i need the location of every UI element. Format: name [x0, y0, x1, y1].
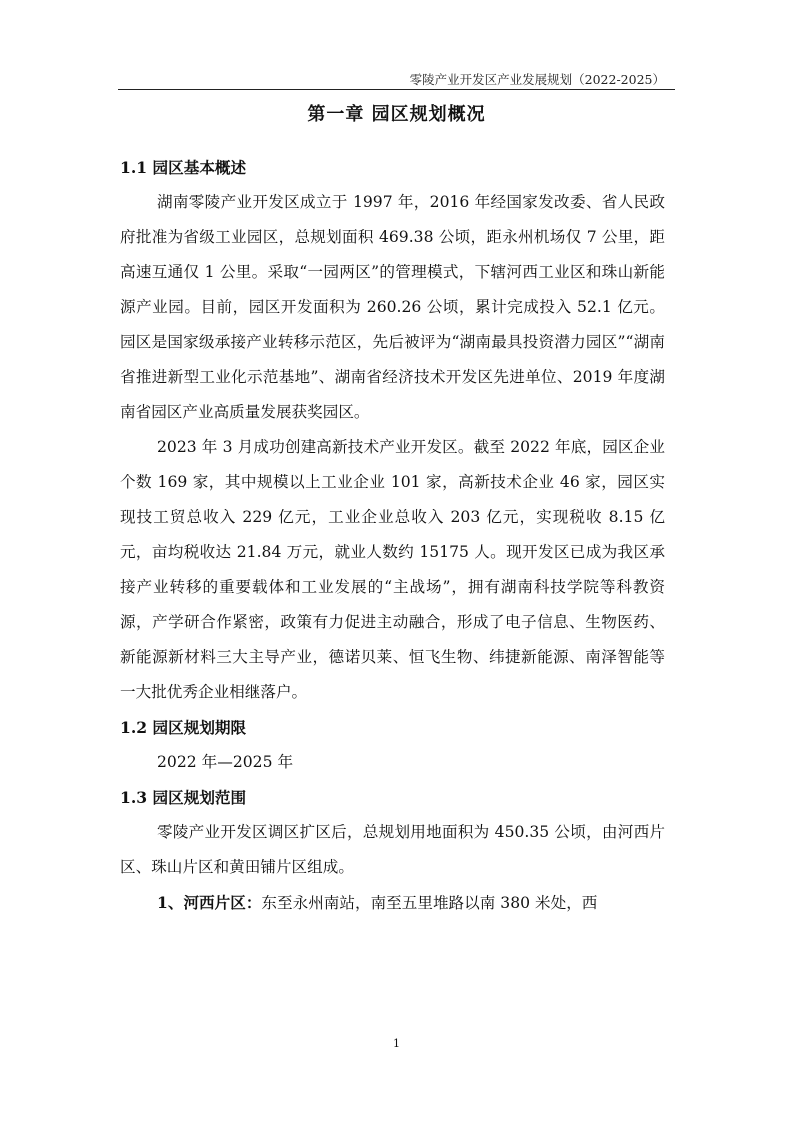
paragraph-planning-period: 2022 年—2025 年: [157, 753, 294, 771]
list-item-text: 东至永州南站，南至五里堆路以南 380 米处，西: [261, 894, 598, 912]
section-heading-1-3: 1.3 园区规划范围: [120, 788, 247, 807]
paragraph-overview: 湖南零陵产业开发区成立于 1997 年，2016 年经国家发改委、省人民政府批准为省级工业园区，总规划面积 469.38 公顷，距永州机场仅 7 公里，距高速互通仅 1 公里。采取“一园两区”的管理模式，下辖河西工业区和珠山新能源产业园。目前，园区开发面积为 260.26 公顷，累计完成投入 52.1 亿元。园区是国家级承接产业转移示范区，先后被评为“湖南最具投资潜力园区”“湖南省推进新型工业化示范基地”、湖南省经济技术开发区先进单位、2019 年度湖南省园区产业高质量发展获奖园区。: [120, 193, 665, 421]
paragraph-status-2022: 2023 年 3 月成功创建高新技术产业开发区。截至 2022 年底，园区企业个数 169 家，其中规模以上工业企业 101 家，高新技术企业 46 家，园区实现技工贸总收入 229 亿元，工业企业总收入 203 亿元，实现税收 8.15 亿元，亩均税收达 21.84 万元，就业人数约 15175 人。现开发区已成为我区承接产业转移的重要载体和工业发展的“主战场”，拥有湖南科技学院等科教资源，产学研合作紧密，政策有力促进主动融合，形成了电子信息、生物医药、新能源新材料三大主导产业，德诺贝莱、恒飞生物、纬捷新能源、南泽智能等一大批优秀企业相继落户。: [120, 438, 665, 701]
page-number: 1: [393, 1037, 400, 1050]
list-item-hexi-area: [120, 885, 665, 921]
paragraph-planning-scope: 零陵产业开发区调区扩区后，总规划用地面积为 450.35 公顷，由河西片区、珠山片区和黄田铺片区组成。: [120, 823, 665, 876]
running-header: 零陵产业开发区产业发展规划（2022-2025）: [409, 72, 665, 87]
header-rule: [118, 89, 675, 90]
section-heading-1-2: 1.2 园区规划期限: [120, 718, 247, 737]
section-heading-1-1: 1.1 园区基本概述: [120, 158, 247, 177]
chapter-title: 第一章 园区规划概况: [307, 104, 486, 125]
list-item-lead: 1、河西片区：: [157, 893, 262, 912]
document-body: [120, 150, 665, 921]
